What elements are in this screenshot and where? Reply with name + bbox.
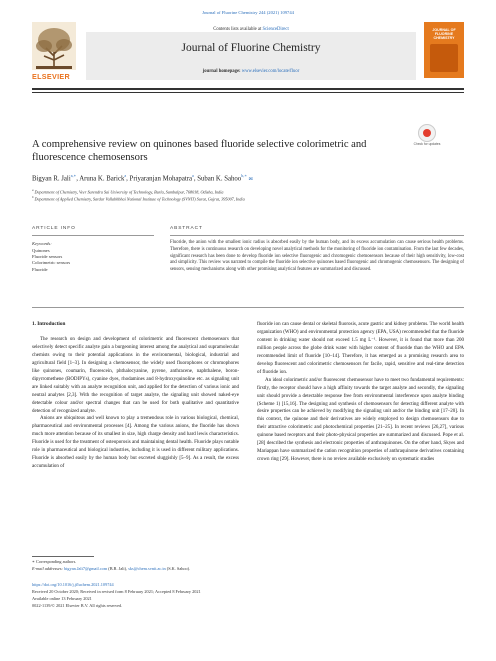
affiliation-text: Department of Chemistry, Veer Surendra Sai University of Technology, Burla, Sambalpur, 768018, Odisha, India [34, 189, 224, 195]
corresponding-note: ∗ Corresponding authors. [32, 559, 77, 564]
cover-title: JOURNAL OF FLUORINE CHEMISTRY [432, 28, 456, 41]
keywords-label: Keywords: [32, 241, 52, 246]
affiliation-sup: a [32, 188, 34, 192]
received-dates: Received 20 October 2020; Received in revised form 8 February 2021; Accepted 8 February 2021 [32, 589, 201, 594]
email-owner: (B.R. Jali), [107, 566, 129, 571]
homepage-link[interactable]: www.elsevier.com/locate/fluor [241, 69, 300, 74]
affiliation-sup: b [32, 195, 34, 199]
body-right-column [257, 321, 464, 464]
author-name: Suban K. Sahoo [197, 175, 242, 183]
keyword-item: Fluoride sensors [32, 254, 63, 260]
copyright-line: 0022-1139/© 2021 Elsevier B.V. All rights reserved. [32, 603, 123, 608]
body-paragraph: fluoride ion can cause dental or skeletal fluorosis, acute gastric and kidney problems. The world health organization (WHO) and environmental protection agency (EPA, USA) recommended that the fluoride content in drinking water should not exceed 1.5 mg L⁻¹. However, it is found that more than 200 million people across the globe drink water with higher content of fluoride than the WHO and EPA recommended limit of fluoride [10–14]. Therefore, it has emerged as a promising research area to develop fluorescent and colorimetric chemosensors for facile, rapid, sensitive and real-time detection of fluoride ion. [257, 322, 464, 375]
author-sup[interactable]: b,∗ [241, 173, 247, 178]
contents-prefix: Contents lists available at [213, 27, 263, 32]
article-title: A comprehensive review on quinones based fluoride selective colorimetric and fluorescence chemosensors [32, 139, 367, 163]
email-line [32, 566, 464, 572]
affiliation-a [32, 188, 464, 194]
journal-name: Journal of Fluorine Chemistry [181, 42, 321, 54]
journal-cover-thumbnail[interactable] [424, 22, 464, 78]
doi-link[interactable] [32, 582, 464, 588]
abstract-rule [170, 235, 464, 236]
author-name: Aruna K. Barick [79, 175, 125, 183]
header-rule-thin [32, 92, 464, 93]
body-paragraph: An ideal colorimetric and/or fluorescent chemosensor have to meet two fundamental requirements: firstly, the receptor should have a high affinity towards the target analyte and secondly, the signaling unit should provide a detectable response free from environmental interference upon analyte binding (Scheme 1) [15,16]. The designing and synthesis of chemosensors for detecting different analyte with desire properties can be achieved by modifying the signaling unit and/or the binding unit [17–20]. In this context, the quinone and their derivatives are widely employed to design chemosensors due to their attractive colorimetric and photochemical properties [21–25]. In recent reviews [26,27], various quinone based receptors and their photo-physical properties are summarized and discussed. Pope et al. [28] described the synthesis and electronic properties of anthraquinones. On the other hand, Skyes and Mariappan have summarized the cation recognition properties of anthraquinone derivatives containing crown ring [29]. However, there is no review available exclusively on systematic studies [257, 377, 464, 463]
homepage-prefix: journal homepage: [202, 69, 242, 74]
author-sup[interactable]: a [124, 173, 127, 178]
journal-banner [32, 22, 464, 84]
author-list: Bigyan R. Jali$^{a,∗}$, Aruna K. Barick$^a$, Priyaranjan Mohapatra$^a$, Suban K. Sahoo$^{b,∗}$ ✉ [32, 173, 253, 183]
email-icon[interactable]: ✉ [248, 177, 253, 183]
keywords-list [32, 248, 152, 273]
body-paragraph: Anions are ubiquitous and well known to play a tremendous role in various biological, chemical, pharmaceutical and environmental processes [4]. Among the various anions, the fluoride has shown much more attention because of its smallest in size, high charge density and hard lewis characteristics. Fluoride is used for the treatment of osteoporosis and maintaining dental health. Fluoride plays notable role in pharmaceutical and biological industries, including it is used in different military applications. Fluoride is absorbed easily by the human body but excreted sluggishly [5–9]. As a result, the excess accumulation of [32, 416, 239, 470]
affiliation-b [32, 195, 464, 201]
journal-title-box [86, 26, 416, 80]
author-name: Priyaranjan Mohapatra [129, 175, 193, 183]
section-heading-introduction: 1. Introduction [32, 321, 66, 327]
author-sup[interactable]: a,∗ [70, 173, 77, 178]
abstract-heading: ABSTRACT [170, 226, 203, 231]
affiliation-text: Department of Applied Chemistry, Sardar Vallabhbhai National Institute of Technology (SVNIT) Surat, Gujrat, 395007, India [34, 196, 245, 202]
body-left-column [32, 321, 239, 471]
sciencedirect-link[interactable]: ScienceDirect [262, 27, 289, 32]
abstract-text: Fluoride, the anion with the smallest ionic radius is absorbed easily by the human body, and its excess accumulation can cause serious health problems. Therefore, there is continuous research on developing novel analytical methods for the monitoring of fluoride ion contamination. From the last few decades, significant research has been done to develop fluoride ion selective fluorogenic and chromogenic chemosensors because of their high sensitivity, low-cost and simplicity. This review was narrated to compile the fluoride ion selective quinones based fluorogenic and chromogenic chemosensors. The designing of sensors, sensing mechanisms along with other promising analytical features are summarized and discussed. [170, 240, 464, 273]
author-sup[interactable]: a [192, 173, 194, 178]
article-info-rule [32, 235, 154, 236]
body-paragraph: The research on design and development of colorimetric and fluorescent chemosensors that selectively detect specific analyte gain a burgeoning interest among the analytical and supramolecular chemists owing to their potential applications in the environmental, biological, industrial and agricultural field [1–3]. In designing a chemosensor, the widely used fluorophores or chromophores like quinones, coumarin, fluorescein, phthalocyanine, pyrene, anthracene, naphthalene, boron-dipyrromethene (BODIPYs), cyanine dyes, rhodamines and 8-hydroxyquinoline etc. as signaling unit are linked suitably with an analyte recognition unit, and applied for the detection of various ionic and neutral analytes [2,3]. With the recognition of target analyte, the signaling unit showed naked-eye detectable colour and/or spectral changes that can be used for both qualitative and quantitative detection of recognized analyte. [32, 336, 239, 414]
email-owner: (S.K. Sahoo). [165, 566, 191, 571]
cover-image [430, 44, 458, 72]
keyword-item: Quinones [32, 248, 50, 253]
keyword-item: Fluoride [32, 266, 48, 272]
journal-reference[interactable]: Journal of Fluorine Chemistry 244 (2021) 109744 [202, 10, 294, 15]
contents-line [86, 26, 416, 32]
footnote-rule [32, 556, 94, 557]
available-online: Available online 13 February 2021 [32, 596, 92, 601]
doi-text[interactable]: https://doi.org/10.1016/j.jfluchem.2021.109744 [32, 582, 114, 587]
elsevier-tree-logo-icon [32, 22, 76, 78]
header-rule [32, 88, 464, 90]
email-link-jali[interactable]: bigyan.Jali7@gmail.com [64, 566, 108, 571]
abstract-bottom-rule [32, 307, 464, 308]
email-prefix: E-mail addresses: [32, 566, 65, 571]
email-link-sahoo[interactable]: sks@chem.svnit.ac.in [128, 566, 166, 571]
author-name: Bigyan R. Jali [32, 175, 71, 183]
publisher-name: ELSEVIER [32, 72, 70, 81]
check-for-updates-label[interactable]: Check for updates [413, 142, 441, 146]
homepage-line [86, 69, 416, 74]
article-info-heading: ARTICLE INFO [32, 226, 76, 231]
keyword-item: Colorimetric sensors [32, 260, 71, 266]
check-for-updates-icon[interactable] [418, 124, 436, 142]
